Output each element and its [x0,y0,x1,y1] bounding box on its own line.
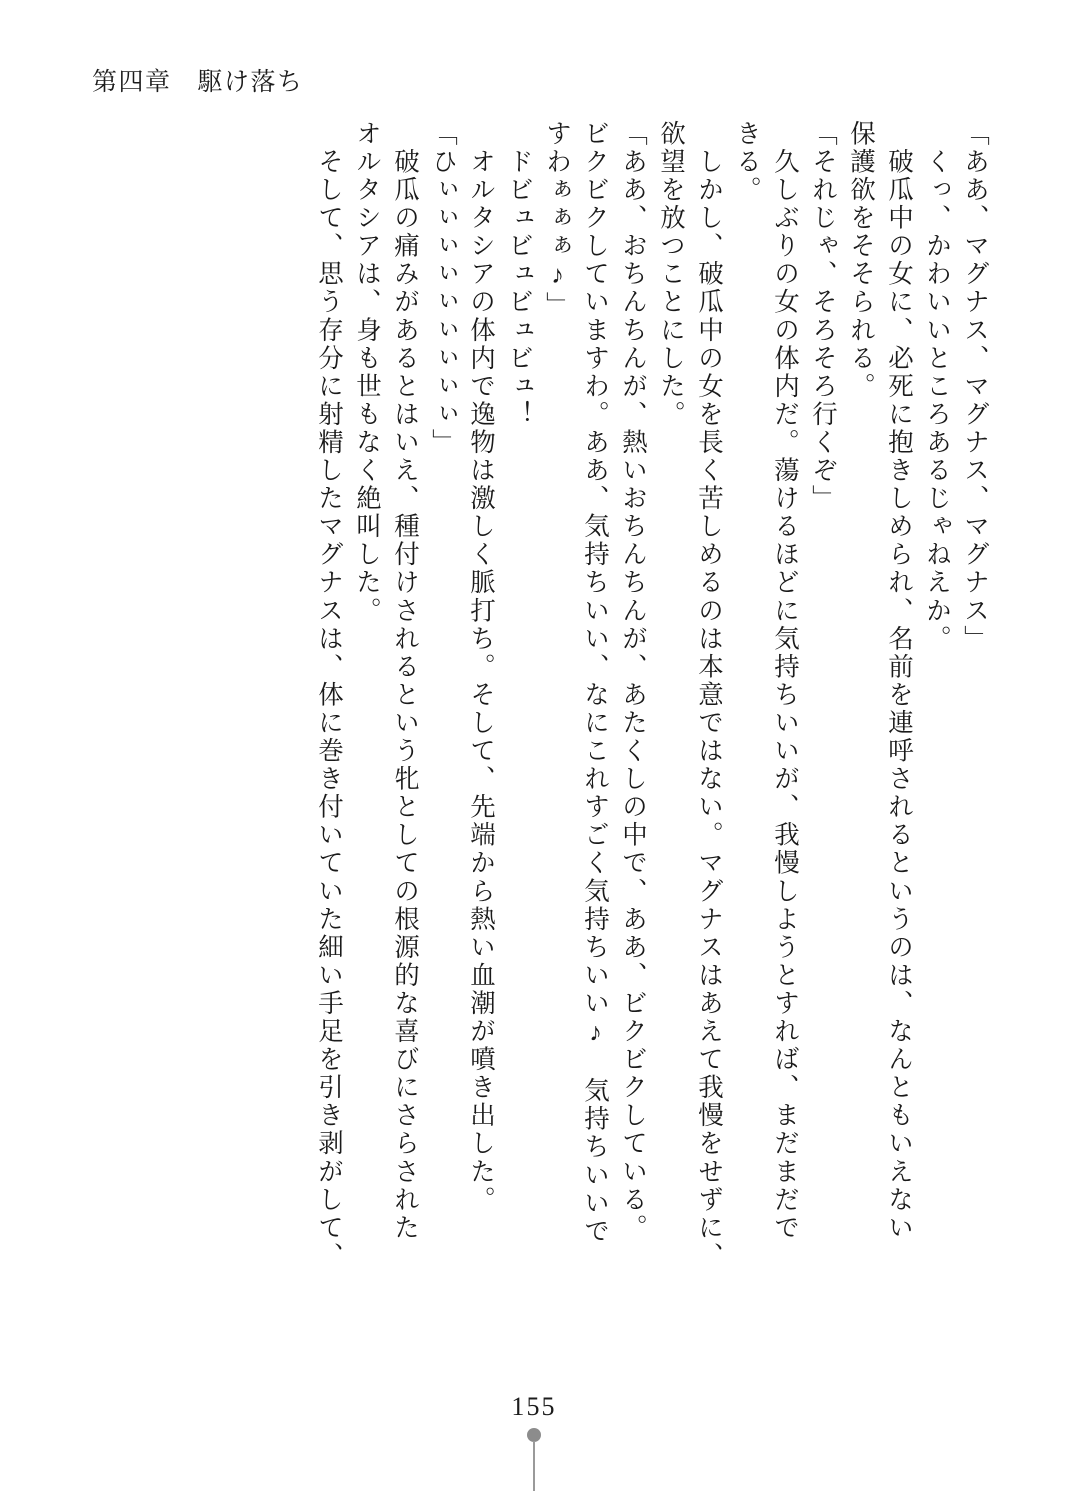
text-column: 「それじゃ、そろそろ行くぞ」 [809,120,838,513]
text-column: ビクビクしていますわ。ああ、気持ちいい、なにこれすごく気持ちいい♪ 気持ちいいで [581,120,610,1246]
text-column: 破瓜中の女に、必死に抱きしめられ、名前を連呼されるというのは、なんともいえない [885,120,914,1242]
running-header [92,62,304,98]
text-column: すわぁぁぁ♪」 [543,120,572,320]
text-column: 「ああ、おちんちんが、熱いおちんちんが、あたくしの中で、ああ、ビクビクしている。 [619,120,648,1242]
page-number: 155 [511,1392,557,1421]
chapter-title: 駆け落ち [197,69,304,96]
page-marker-icon [527,1428,541,1490]
text-column: くっ、かわいいところあるじゃねえか。 [923,120,952,653]
text-column: 保護欲をそそられる。 [847,120,876,401]
text-column: 欲望を放つことにした。 [657,120,686,429]
text-column: 破瓜の痛みがあるとはいえ、種付けされるという牝としての根源的な喜びにさらされた [391,120,420,1242]
page-marker-stem [533,1441,535,1491]
chapter-number: 第四章 [92,69,172,96]
text-column: そして、思う存分に射精したマグナスは、体に巻き付いていた細い手足を引き剥がして、 [315,120,344,1271]
text-column: しかし、破瓜中の女を長く苦しめるのは本意ではない。マグナスはあえて我慢をせずに、 [695,120,724,1271]
text-column: 「ひぃぃぃぃぃぃぃぃぃ」 [429,120,458,457]
text-column: オルタシアは、身も世もなく絶叫した。 [353,120,382,625]
page-marker-dot [527,1428,541,1442]
text-column: 「ああ、マグナス、マグナス、マグナス」 [961,120,990,653]
text-column: 久しぶりの女の体内だ。蕩けるほどに気持ちいいが、我慢しようとすれば、まだまだで [771,120,800,1242]
vertical-text-body [80,120,988,1370]
text-column: ドビュビュビュビュ！ [505,120,534,429]
text-column: オルタシアの体内で逸物は激しく脈打ち。そして、先端から熱い血潮が噴き出した。 [467,120,496,1214]
text-column: きる。 [733,120,762,205]
